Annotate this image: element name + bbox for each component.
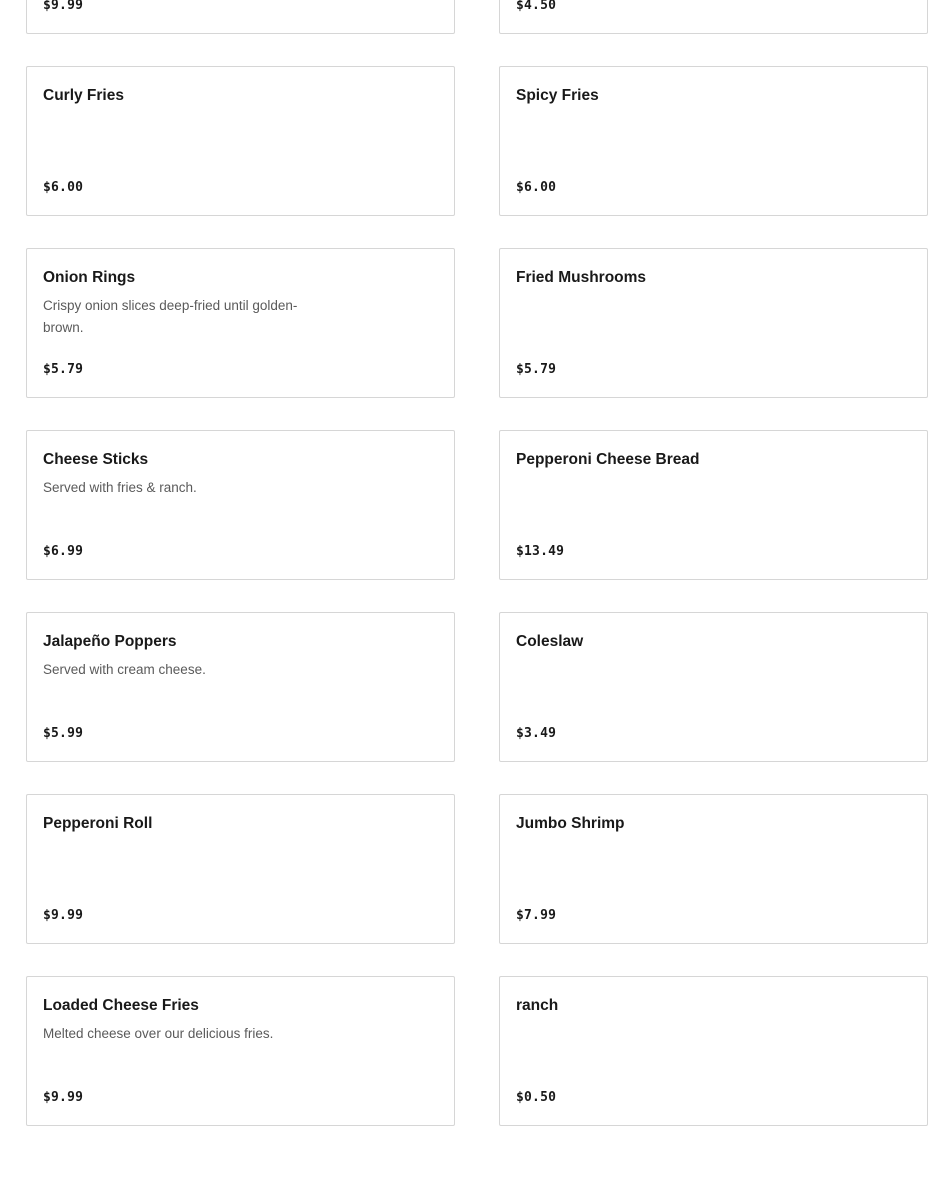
menu-item-name: Pepperoni Roll [43,815,153,832]
menu-item-card[interactable] [26,0,455,34]
menu-item-price: $9.99 [43,0,84,13]
menu-item-card-cheese-sticks[interactable] [26,430,455,580]
menu-item-card-loaded-cheese-fries[interactable] [26,976,455,1126]
menu-item-price: $7.99 [516,908,557,923]
menu-item-price: $5.79 [43,362,84,377]
menu-item-card-jumbo-shrimp[interactable] [499,794,928,944]
menu-item-description: Served with cream cheese. [43,662,206,677]
menu-item-description: Served with fries & ranch. [43,480,197,495]
menu-item-card-pepperoni-cheese-bread[interactable] [499,430,928,580]
menu-item-card[interactable] [499,0,928,34]
menu-item-card-pepperoni-roll[interactable] [26,794,455,944]
menu-item-price: $13.49 [516,544,565,559]
menu-items-grid [26,0,928,1126]
menu-item-name: Onion Rings [43,269,136,286]
menu-item-price: $9.99 [43,1090,84,1105]
menu-item-name: Coleslaw [516,633,584,650]
menu-item-name: Jumbo Shrimp [516,815,625,832]
menu-item-card-curly-fries[interactable] [26,66,455,216]
menu-item-name: Spicy Fries [516,87,599,104]
menu-item-name: ranch [516,997,559,1014]
menu-item-price: $9.99 [43,908,84,923]
menu-item-price: $5.99 [43,726,84,741]
menu-item-name: Pepperoni Cheese Bread [516,451,700,468]
menu-item-card-coleslaw[interactable] [499,612,928,762]
menu-item-price: $5.79 [516,362,557,377]
menu-item-name: Loaded Cheese Fries [43,997,199,1014]
menu-item-name: Jalapeño Poppers [43,633,177,650]
menu-item-name: Fried Mushrooms [516,269,647,286]
menu-item-card-spicy-fries[interactable] [499,66,928,216]
menu-item-price: $0.50 [516,1090,557,1105]
menu-item-description: Melted cheese over our delicious fries. [43,1026,274,1041]
menu-item-price: $3.49 [516,726,557,741]
menu-item-price: $6.00 [516,180,557,195]
menu-item-card-jalapeno-poppers[interactable] [26,612,455,762]
menu-item-description: Crispy onion slices deep-fried until golden-brown. [43,298,298,335]
menu-item-price: $6.00 [43,180,84,195]
menu-item-card-ranch[interactable] [499,976,928,1126]
menu-item-price: $4.50 [516,0,557,13]
menu-item-name: Curly Fries [43,87,124,104]
menu-item-name: Cheese Sticks [43,451,149,468]
menu-item-card-onion-rings[interactable] [26,248,455,398]
menu-item-card-fried-mushrooms[interactable] [499,248,928,398]
menu-item-price: $6.99 [43,544,84,559]
